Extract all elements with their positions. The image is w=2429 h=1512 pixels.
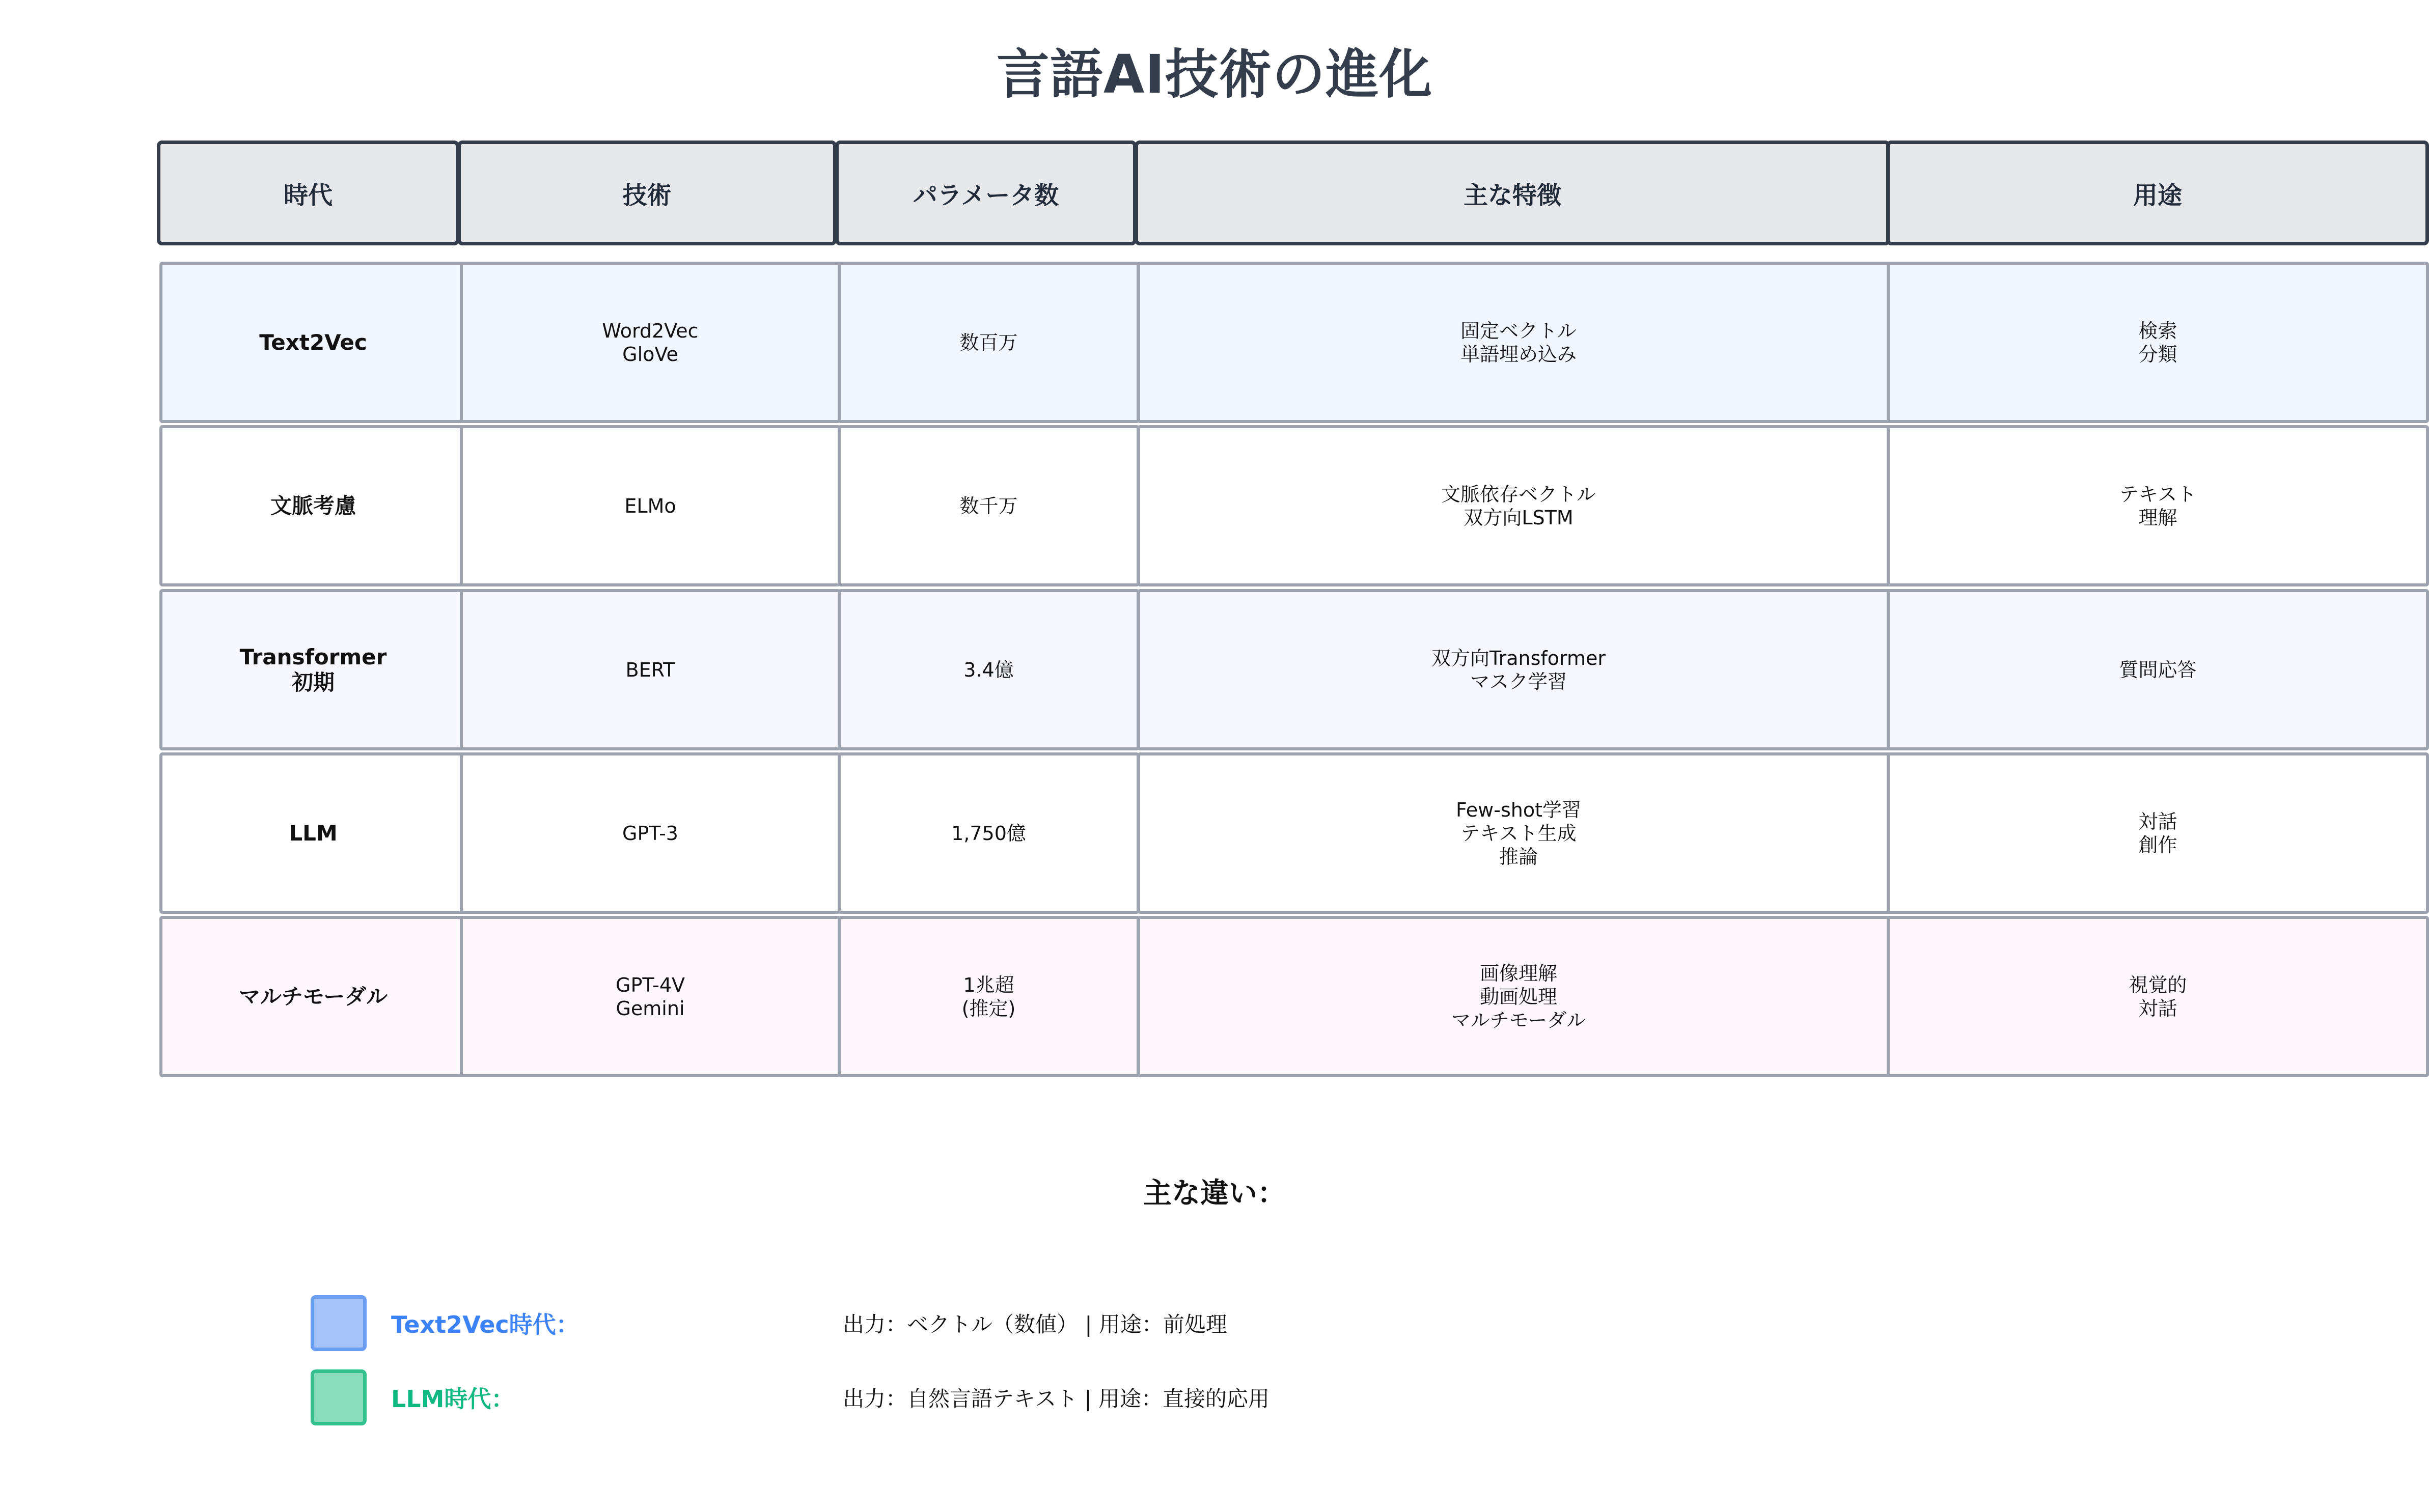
cell-usage: 対話 創作 — [1887, 752, 2429, 914]
cell-features: 画像理解 動画処理 マルチモーダル — [1137, 916, 1900, 1077]
cell-usage: 質問応答 — [1887, 589, 2429, 750]
cell-params: 1,750億 — [838, 752, 1140, 914]
legend-description: 出力：ベクトル（数値） | 用途：前処理 — [843, 1312, 1227, 1337]
legend-swatch — [311, 1369, 367, 1425]
header-era: 時代 — [157, 141, 459, 245]
cell-era: Transformer 初期 — [159, 589, 467, 750]
header-usage: 用途 — [1886, 141, 2429, 245]
header-tech: 技術 — [457, 141, 837, 245]
cell-features: 双方向Transformer マスク学習 — [1137, 589, 1900, 750]
legend-swatch — [311, 1295, 367, 1351]
cell-era: 文脈考慮 — [159, 425, 467, 586]
legend-label: LLM時代： — [391, 1385, 515, 1413]
legend-description: 出力：自然言語テキスト | 用途：直接的応用 — [843, 1386, 1270, 1411]
cell-tech: BERT — [460, 589, 841, 750]
cell-tech: GPT-4V Gemini — [460, 916, 841, 1077]
cell-params: 数百万 — [838, 262, 1140, 423]
page-title: 言語AI技術の進化 — [996, 43, 1433, 105]
cell-usage: 視覚的 対話 — [1887, 916, 2429, 1077]
header-params: パラメータ数 — [835, 141, 1137, 245]
cell-features: Few-shot学習 テキスト生成 推論 — [1137, 752, 1900, 914]
header-features: 主な特徴 — [1135, 141, 1890, 245]
cell-era: マルチモーダル — [159, 916, 467, 1077]
cell-tech: GPT-3 — [460, 752, 841, 914]
cell-features: 文脈依存ベクトル 双方向LSTM — [1137, 425, 1900, 586]
legend-label: Text2Vec時代： — [391, 1311, 579, 1338]
differences-heading: 主な違い： — [1143, 1177, 1286, 1210]
cell-features: 固定ベクトル 単語埋め込み — [1137, 262, 1900, 423]
cell-tech: Word2Vec GloVe — [460, 262, 841, 423]
cell-params: 3.4億 — [838, 589, 1140, 750]
cell-era: Text2Vec — [159, 262, 467, 423]
cell-params: 数千万 — [838, 425, 1140, 586]
cell-usage: 検索 分類 — [1887, 262, 2429, 423]
cell-params: 1兆超 (推定) — [838, 916, 1140, 1077]
cell-era: LLM — [159, 752, 467, 914]
cell-tech: ELMo — [460, 425, 841, 586]
cell-usage: テキスト 理解 — [1887, 425, 2429, 586]
